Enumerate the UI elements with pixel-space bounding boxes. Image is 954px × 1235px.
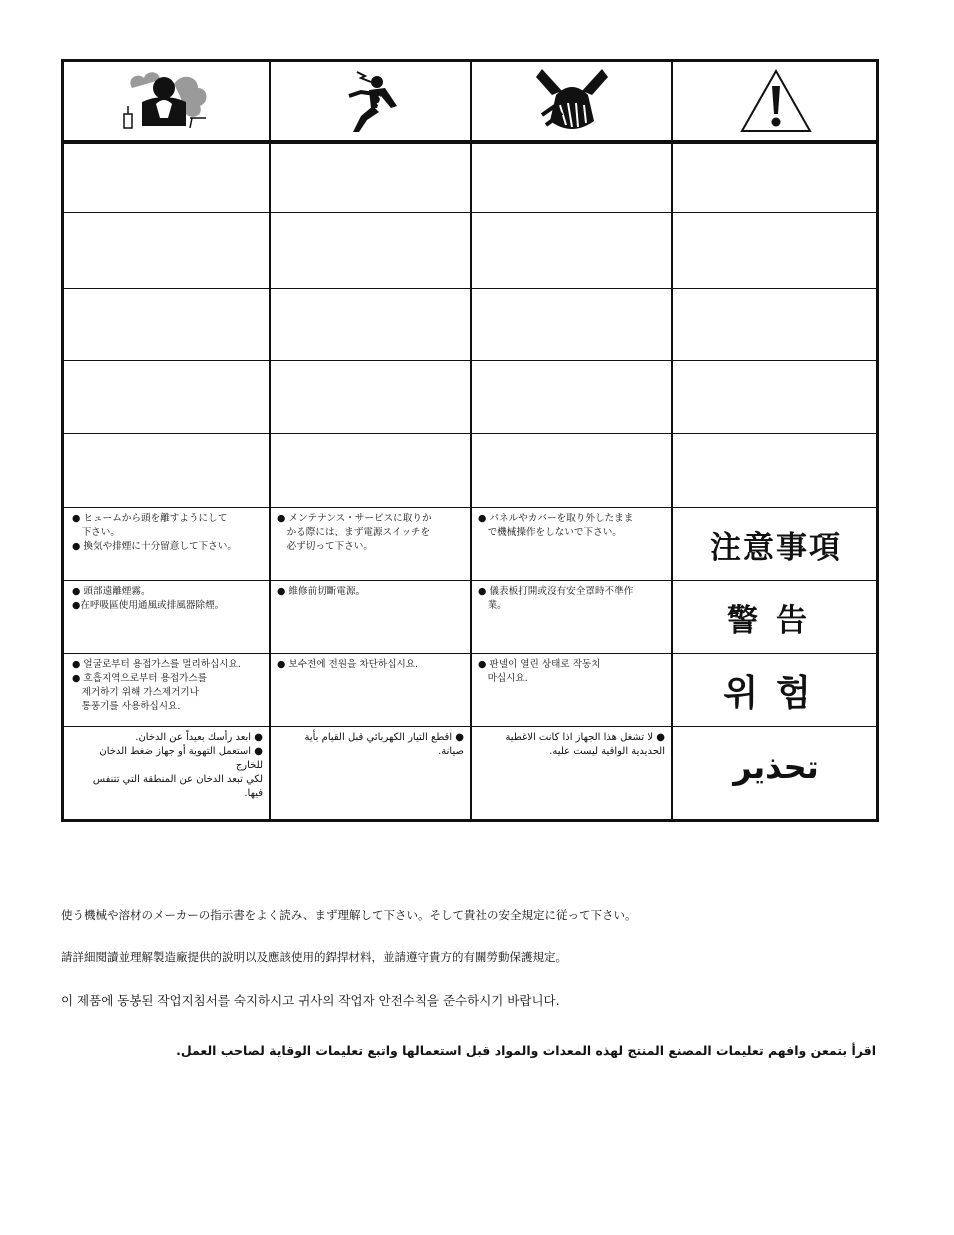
korean-panels-text: ● 판넬이 열린 상태로 작동치 마십시요. bbox=[478, 659, 601, 684]
japanese-shock-text: ● メンテナンス・サービスに取りか かる際には、まず電源スイッチを 必ず切って下さい。 bbox=[277, 513, 432, 552]
japanese-panels-text: ● パネルやカバーを取り外したまま で機械操作をしないで下さい。 bbox=[478, 513, 634, 538]
footer-chinese: 請詳細閱讀並理解製造廠提供的說明以及應該使用的銲捍材料，並請遵守貴方的有關勞動保護規定。 bbox=[61, 950, 567, 964]
row-divider bbox=[64, 433, 876, 434]
row-divider bbox=[64, 288, 876, 289]
japanese-fumes-text: ● ヒュームから頭を離すようにして 下さい。 ● 換気や排煙に十分留意して下さい。 bbox=[72, 513, 237, 552]
footer-arabic: اقرأ بتمعن وافهم تعليمات المصنع المنتج لهذه المعدات والمواد قبل استعمالها واتبع تعليمات الوقاية لصاحب العمل. bbox=[176, 1043, 876, 1058]
fume-hazard-icon bbox=[64, 62, 269, 140]
safety-warning-table bbox=[61, 59, 879, 822]
chinese-shock-text: ● 維修前切斷電源。 bbox=[277, 586, 366, 597]
arabic-shock-text: ● اقطع التيار الكهربائي قبل القيام بأية صيانة. bbox=[304, 732, 464, 757]
arabic-panels-text: ● لا تشغل هذا الجهاز اذا كانت الاغطية الحديدية الواقية ليست عليه. bbox=[505, 732, 665, 757]
arabic-sign-word: تحذير bbox=[733, 748, 819, 786]
chinese-fumes-text: ● 頭部遠離煙霧。 ●在呼吸區使用通風或排風器除煙。 bbox=[72, 586, 225, 611]
chinese-panels-text: ● 儀表板打開或沒有安全罩時不準作 業。 bbox=[478, 586, 634, 611]
moving-parts-hazard-icon bbox=[472, 62, 671, 140]
footer-korean: 이 제품에 동봉된 작업지침서를 숙지하시고 귀사의 작업자 안전수칙을 준수하시기 바랍니다. bbox=[61, 993, 560, 1008]
warning-triangle-icon bbox=[673, 62, 879, 140]
header-divider bbox=[64, 140, 876, 144]
korean-fumes-text: ● 얼굴로부터 용접가스를 멀리하십시요. ● 호흡지역으로부터 용접가스를 제거하기 위해 가스제거기나 통풍기를 사용하십시요. bbox=[72, 659, 241, 712]
footer-japanese: 使う機械や溶材のメーカーの指示書をよく読み、まず理解して下さい。そして貴社の安全規定に従って下さい。 bbox=[61, 908, 637, 922]
row-divider bbox=[64, 360, 876, 361]
korean-sign-word: 위험 bbox=[723, 672, 829, 714]
korean-shock-text: ● 보수전에 전원을 차단하십시요. bbox=[277, 659, 419, 670]
japanese-sign-word: 注意事項 bbox=[710, 529, 842, 566]
electric-shock-icon bbox=[271, 62, 470, 140]
row-divider bbox=[64, 212, 876, 213]
chinese-sign-word: 警告 bbox=[727, 602, 825, 639]
arabic-fumes-text: ● ابعد رأسك بعيداً عن الدخان. ● استعمل التهوية أو جهاز ضغط الدخان للخارج لكي تبعد الدخان عن المنطقة التي تتنفس فيها. bbox=[92, 732, 263, 799]
